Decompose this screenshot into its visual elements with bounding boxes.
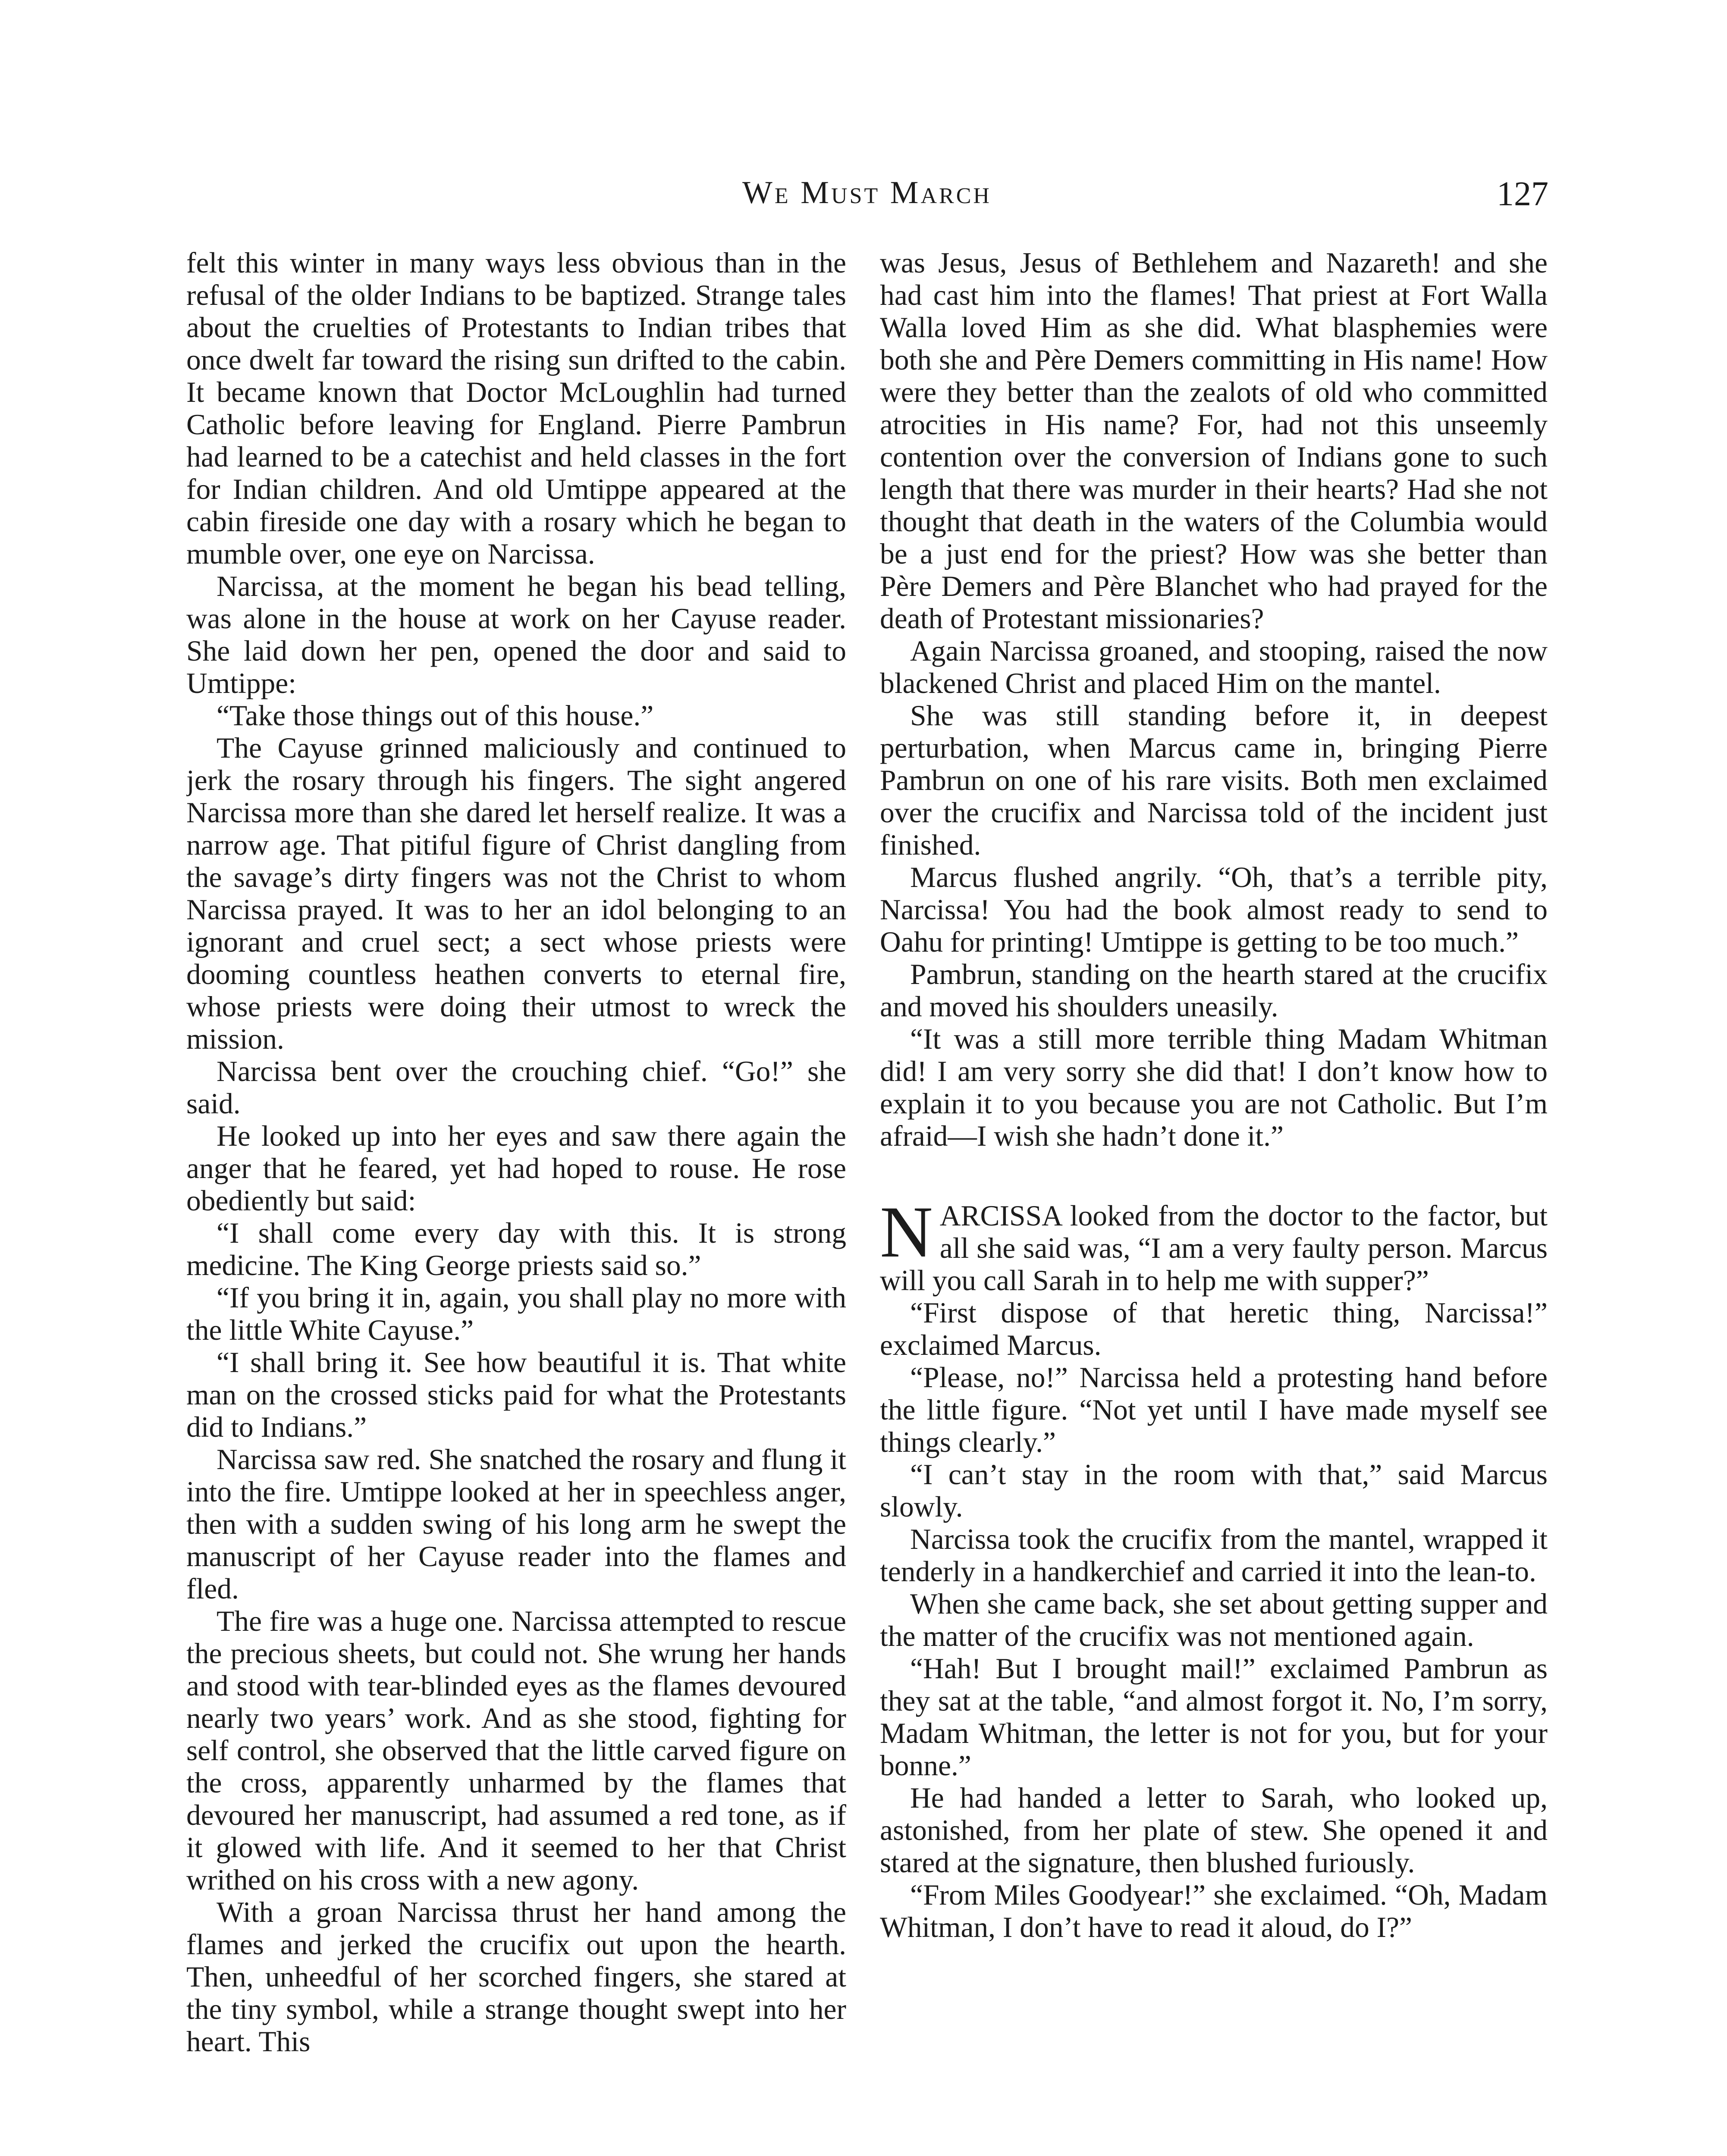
paragraph: “Please, no!” Narcissa held a protesting hand before the little figure. “Not yet until I have made myself see things clearly.” [880,1361,1548,1458]
page-number: 127 [1497,175,1548,213]
paragraph: Marcus flushed angrily. “Oh, that’s a terrible pity, Narcissa! You had the book almost ready to send to Oahu for printing! Umtippe is getting to be too much.” [880,861,1548,958]
right-column [880,247,1548,2156]
drop-cap: N [880,1191,933,1272]
paragraph: “Hah! But I brought mail!” exclaimed Pambrun as they sat at the table, “and almost forgot it. No, I’m sorry, Madam Whitman, the letter is not for you, but for your bonne.” [880,1652,1548,1782]
paragraph: He had handed a letter to Sarah, who looked up, astonished, from her plate of stew. She opened it and stared at the signature, then blushed furiously. [880,1782,1548,1879]
paragraph: The Cayuse grinned maliciously and continued to jerk the rosary through his fingers. The sight angered Narcissa more than she dared let herself realize. It was a narrow age. That pitiful figure of Christ dangling from the savage’s dirty fingers was not the Christ to whom Narcissa prayed. It was to her an idol belonging to an ignorant and cruel sect; a sect whose priests were dooming countless heathen converts to eternal fire, whose priests were doing their utmost to wreck the mission. [186,732,846,1055]
page-header [185,175,1548,222]
paragraph: She was still standing before it, in deepest perturbation, when Marcus came in, bringing Pierre Pambrun on one of his rare visits. Both men exclaimed over the crucifix and Narcissa told of the incident just finished. [880,699,1548,861]
paragraph: He looked up into her eyes and saw there again the anger that he feared, yet had hoped to rouse. He rose obediently but said: [186,1120,846,1217]
paragraph: When she came back, she set about getting supper and the matter of the crucifix was not mentioned again. [880,1588,1548,1652]
paragraph-text: ARCISSA looked from the doctor to the factor, but all she said was, “I am a very faulty person. Marcus will you call Sarah in to help me with supper?” [880,1200,1548,1297]
paragraph: “It was a still more terrible thing Madam Whitman did! I am very sorry she did that! I don’t know how to explain it to you because you are not Catholic. But I’m afraid—I wish she hadn’t done it.” [880,1023,1548,1152]
paragraph: “First dispose of that heretic thing, Narcissa!” exclaimed Marcus. [880,1297,1548,1361]
paragraph: The fire was a huge one. Narcissa attempted to rescue the precious sheets, but could not. She wrung her hands and stood with tear-blinded eyes as the flames devoured nearly two years’ work. And as she stood, fighting for self control, she observed that the little carved figure on the cross, apparently unharmed by the flames that devoured her manuscript, had assumed a red tone, as if it glowed with life. And it seemed to her that Christ writhed on his cross with a new agony. [186,1605,846,1896]
section-break [880,1152,1548,1200]
paragraph: Narcissa, at the moment he began his bead telling, was alone in the house at work on her Cayuse reader. She laid down her pen, opened the door and said to Umtippe: [186,570,846,699]
paragraph: felt this winter in many ways less obvious than in the refusal of the older Indians to be baptized. Strange tales about the cruelties of Protestants to Indian tribes that once dwelt far toward the rising sun drifted to the cabin. It became known that Doctor McLoughlin had turned Catholic before leaving for England. Pierre Pambrun had learned to be a catechist and held classes in the fort for Indian children. And old Umtippe appeared at the cabin fireside one day with a rosary which he began to mumble over, one eye on Narcissa. [186,247,846,570]
paragraph: “I shall bring it. See how beautiful it is. That white man on the crossed sticks paid for what the Protestants did to Indians.” [186,1346,846,1443]
paragraph: was Jesus, Jesus of Bethlehem and Nazareth! and she had cast him into the flames! That priest at Fort Walla Walla loved Him as she did. What blasphemies were both she and Père Demers committing in His name! How were they better than the zealots of old who committed atrocities in His name? For, had not this unseemly contention over the conversion of Indians gone to such length that there was murder in their hearts? Had she not thought that death in the waters of the Columbia would be a just end for the priest? How was she better than Père Demers and Père Blanchet who had prayed for the death of Protestant missionaries? [880,247,1548,635]
running-title: We Must March [742,175,992,210]
paragraph: Again Narcissa groaned, and stooping, raised the now blackened Christ and placed Him on the mantel. [880,635,1548,699]
left-column [186,247,846,2156]
paragraph: Pambrun, standing on the hearth stared at the crucifix and moved his shoulders uneasily. [880,958,1548,1023]
paragraph: Narcissa took the crucifix from the mantel, wrapped it tenderly in a handkerchief and carried it into the lean-to. [880,1523,1548,1588]
paragraph: “From Miles Goodyear!” she exclaimed. “Oh, Madam Whitman, I don’t have to read it aloud, do I?” [880,1879,1548,1943]
paragraph: “I can’t stay in the room with that,” said Marcus slowly. [880,1458,1548,1523]
paragraph: “Take those things out of this house.” [217,699,654,732]
dropcap-paragraph [880,1191,1548,1297]
paragraph: With a groan Narcissa thrust her hand among the flames and jerked the crucifix out upon the hearth. Then, unheedful of her scorched fingers, she stared at the tiny symbol, while a strange thought swept into her heart. This [186,1896,846,2058]
paragraph: “If you bring it in, again, you shall play no more with the little White Cayuse.” [186,1282,846,1346]
paragraph: Narcissa saw red. She snatched the rosary and flung it into the fire. Umtippe looked at her in speechless anger, then with a sudden swing of his long arm he swept the manuscript of her Cayuse reader into the flames and fled. [186,1443,846,1605]
paragraph: Narcissa bent over the crouching chief. “Go!” she said. [186,1055,846,1120]
paragraph: “I shall come every day with this. It is strong medicine. The King George priests said so.” [186,1217,846,1282]
